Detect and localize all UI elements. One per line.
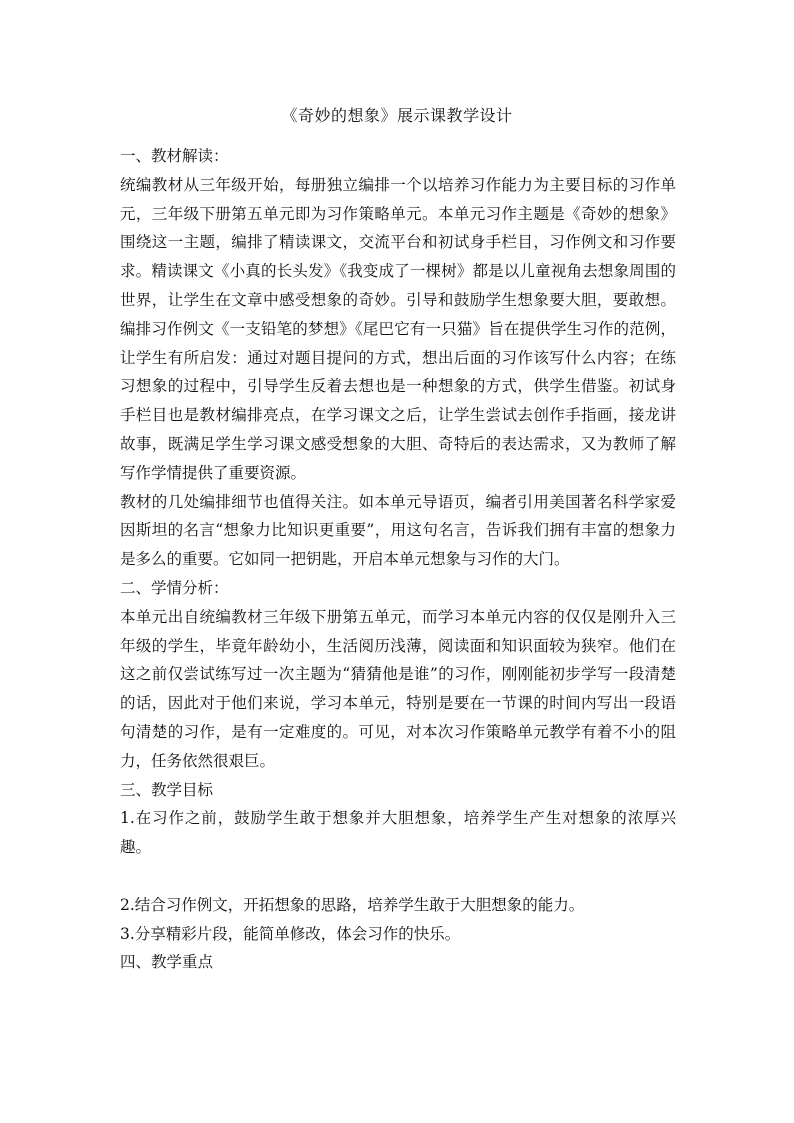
paragraph-textbook-details: 教材的几处编排细节也值得关注。如本单元导语页，编者引用美国著名科学家爱因斯坦的名言“想象力比知识更重要”，用这句名言，告诉我们拥有丰富的想象力是多么的重要。它如同一把钥匙，开启本单元想象与习作的大门。	[120, 492, 676, 569]
paragraph-learner-analysis: 本单元出自统编教材三年级下册第五单元，而学习本单元内容的仅仅是刚升入三年级的学生，毕竟年龄幼小，生活阅历浅薄，阅读面和知识面较为狭窄。他们在这之前仅尝试练写过一次主题为“猜猜他是谁”的习作，刚刚能初步学写一段清楚的话，因此对于他们来说，学习本单元，特别是要在一节课的时间内写出一段语句清楚的习作，是有一定难度的。可见，对本次习作策略单元教学有着不小的阻力，任务依然很艰巨。	[120, 607, 676, 770]
section-heading-textbook: 一、教材解读：	[120, 147, 229, 165]
objective-item-2: 2.结合习作例文，开拓想象的思路，培养学生敢于大胆想象的能力。	[120, 895, 585, 914]
section-heading-key-points: 四、教学重点	[120, 953, 214, 972]
document-title: 《奇妙的想象》展示课教学设计	[281, 106, 513, 125]
section-heading-objectives: 三、教学目标	[120, 780, 214, 799]
objective-item-1: 1.在习作之前，鼓励学生敢于想象并大胆想象，培养学生产生对想象的浓厚兴趣。	[120, 809, 676, 857]
paragraph-textbook-analysis: 统编教材从三年级开始，每册独立编排一个以培养习作能力为主要目标的习作单元，三年级下册第五单元即为习作策略单元。本单元习作主题是《奇妙的想象》围绕这一主题，编排了精读课文，交流平台和初试身手栏目，习作例文和习作要求。精读课文《小真的长头发》《我变成了一棵树》都是以儿童视角去想象周围的世界，让学生在文章中感受想象的奇妙。引导和鼓励学生想象要大胆，要敢想。编排习作例文《一支铅笔的梦想》《尾巴它有一只猫》旨在提供学生习作的范例，让学生有所启发：通过对题目提问的方式，想出后面的习作该写什么内容；在练习想象的过程中，引导学生反着去想也是一种想象的方式，供学生借鉴。初试身手栏目也是教材编排亮点，在学习课文之后，让学生尝试去创作手指画，接龙讲故事，既满足学生学习课文感受想象的大胆、奇特后的表达需求，又为教师了解写作学情提供了重要资源。	[120, 175, 676, 482]
objective-item-3: 3.分享精彩片段，能简单修改，体会习作的快乐。	[120, 924, 461, 943]
section-heading-learner-analysis: 二、学情分析：	[120, 578, 229, 597]
document-body	[120, 142, 676, 977]
blank-line	[120, 862, 676, 891]
